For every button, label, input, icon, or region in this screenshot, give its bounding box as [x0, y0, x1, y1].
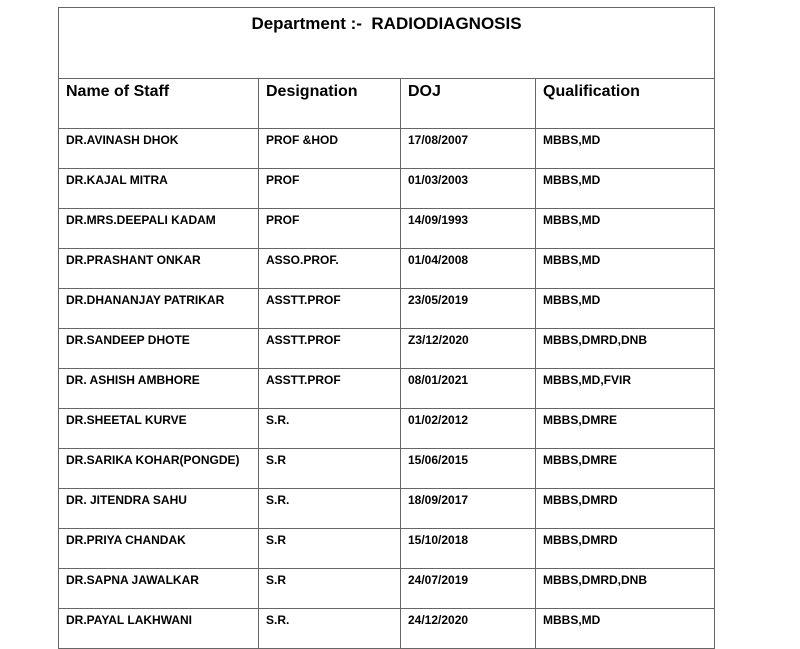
department-title-prefix: Department :-: [251, 14, 362, 33]
qualification-cell: MBBS,DMRD: [536, 529, 715, 569]
staff-name-cell: DR.DHANANJAY PATRIKAR: [59, 289, 259, 329]
doj-cell: 14/09/1993: [401, 209, 536, 249]
staff-name-cell: DR.SARIKA KOHAR(PONGDE): [59, 449, 259, 489]
designation-cell: PROF &HOD: [259, 129, 401, 169]
doj-cell: 01/02/2012: [401, 409, 536, 449]
table-row: [59, 529, 715, 569]
staff-name-cell: DR.PAYAL LAKHWANI: [59, 609, 259, 649]
staff-name-cell: DR.SANDEEP DHOTE: [59, 329, 259, 369]
staff-name-cell: DR.PRASHANT ONKAR: [59, 249, 259, 289]
doj-cell: 18/09/2017: [401, 489, 536, 529]
doj-cell: 15/10/2018: [401, 529, 536, 569]
designation-cell: S.R: [259, 529, 401, 569]
column-header-designation: Designation: [259, 79, 401, 129]
doj-cell: 24/12/2020: [401, 609, 536, 649]
doj-cell: 15/06/2015: [401, 449, 536, 489]
qualification-cell: MBBS,MD: [536, 249, 715, 289]
table-row: [59, 569, 715, 609]
table-row: [59, 209, 715, 249]
designation-cell: PROF: [259, 209, 401, 249]
table-row: [59, 289, 715, 329]
table-row: [59, 369, 715, 409]
staff-name-cell: DR. ASHISH AMBHORE: [59, 369, 259, 409]
header-row: [59, 79, 715, 129]
doj-cell: 24/07/2019: [401, 569, 536, 609]
staff-name-cell: DR. JITENDRA SAHU: [59, 489, 259, 529]
table-row: [59, 129, 715, 169]
designation-cell: ASSTT.PROF: [259, 329, 401, 369]
staff-name-cell: DR.MRS.DEEPALI KADAM: [59, 209, 259, 249]
designation-cell: ASSTT.PROF: [259, 369, 401, 409]
designation-cell: S.R: [259, 449, 401, 489]
designation-cell: S.R.: [259, 489, 401, 529]
designation-cell: ASSO.PROF.: [259, 249, 401, 289]
designation-cell: ASSTT.PROF: [259, 289, 401, 329]
column-header-doj: DOJ: [401, 79, 536, 129]
table-row: [59, 409, 715, 449]
qualification-cell: MBBS,DMRD,DNB: [536, 329, 715, 369]
table-row: [59, 169, 715, 209]
doj-cell: 23/05/2019: [401, 289, 536, 329]
department-title-name: RADIODIAGNOSIS: [371, 14, 522, 33]
staff-name-cell: DR.KAJAL MITRA: [59, 169, 259, 209]
staff-name-cell: DR.AVINASH DHOK: [59, 129, 259, 169]
doj-cell: Z3/12/2020: [401, 329, 536, 369]
staff-name-cell: DR.PRIYA CHANDAK: [59, 529, 259, 569]
qualification-cell: MBBS,MD: [536, 289, 715, 329]
designation-cell: S.R.: [259, 609, 401, 649]
staff-name-cell: DR.SAPNA JAWALKAR: [59, 569, 259, 609]
table-row: [59, 609, 715, 649]
doj-cell: 08/01/2021: [401, 369, 536, 409]
designation-cell: PROF: [259, 169, 401, 209]
qualification-cell: MBBS,DMRD: [536, 489, 715, 529]
designation-cell: S.R.: [259, 409, 401, 449]
doj-cell: 17/08/2007: [401, 129, 536, 169]
qualification-cell: MBBS,MD: [536, 129, 715, 169]
qualification-cell: MBBS,DMRE: [536, 449, 715, 489]
staff-table: [58, 7, 715, 649]
qualification-cell: MBBS,MD: [536, 169, 715, 209]
table-row: [59, 489, 715, 529]
qualification-cell: MBBS,DMRD,DNB: [536, 569, 715, 609]
qualification-cell: MBBS,MD: [536, 609, 715, 649]
doj-cell: 01/03/2003: [401, 169, 536, 209]
doj-cell: 01/04/2008: [401, 249, 536, 289]
title-row: [59, 8, 715, 79]
table-row: [59, 249, 715, 289]
table-row: [59, 449, 715, 489]
designation-cell: S.R: [259, 569, 401, 609]
column-header-qualification: Qualification: [536, 79, 715, 129]
qualification-cell: MBBS,DMRE: [536, 409, 715, 449]
staff-name-cell: DR.SHEETAL KURVE: [59, 409, 259, 449]
table-body: [59, 129, 715, 649]
table-row: [59, 329, 715, 369]
department-title: [59, 8, 715, 79]
qualification-cell: MBBS,MD: [536, 209, 715, 249]
qualification-cell: MBBS,MD,FVIR: [536, 369, 715, 409]
column-header-name: Name of Staff: [59, 79, 259, 129]
